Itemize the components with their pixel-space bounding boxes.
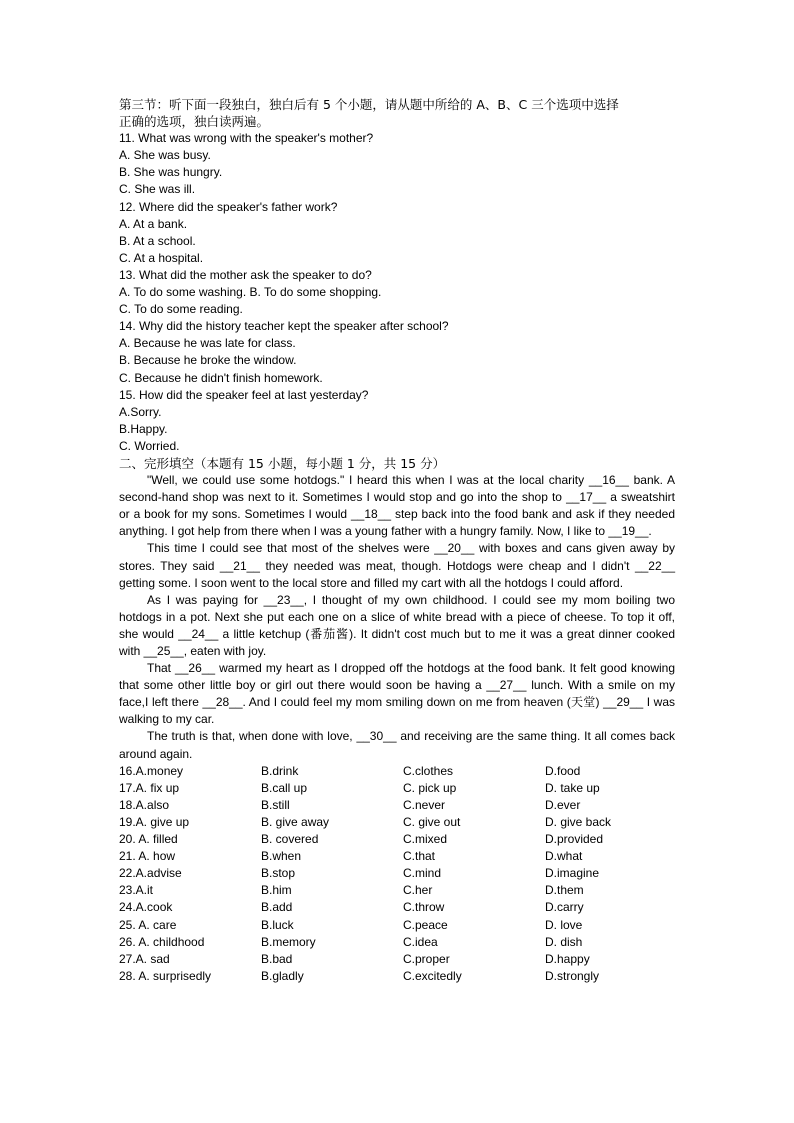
passage-paragraph: As I was paying for __23__, I thought of my own childhood. I could see my mom boiling two hotdogs in a pot. Next she put each one on a slice of white bread with a piece of cheese. To top it off, she would __24__ a little ketchup (番茄酱). It didn't cost much but to me it was a great dinner cooked with __25__, eaten with joy. — [119, 592, 675, 658]
option-cell: 17.A. fix up — [119, 780, 180, 795]
option-row — [119, 797, 675, 814]
option-cell: 16.A.money — [119, 763, 184, 778]
option-cell: B.call up — [261, 780, 308, 795]
cloze-passage — [119, 472, 675, 763]
option-row — [119, 917, 675, 934]
option-cell: 27.A. sad — [119, 951, 170, 966]
option-cell: D.imagine — [545, 866, 600, 881]
option-cell: B.bad — [261, 951, 293, 966]
option-cell: C.that — [403, 849, 436, 864]
option: B. At a school. — [119, 233, 196, 248]
option-cell: D. take up — [545, 780, 600, 795]
option-cell: C.never — [403, 797, 446, 812]
option-cell: C. give out — [403, 814, 461, 829]
question-text: 13. What did the mother ask the speaker to do? — [119, 267, 372, 282]
option-cell: C.peace — [403, 917, 448, 932]
option-cell: B.still — [261, 797, 290, 812]
option-row — [119, 763, 675, 780]
option-cell: C.excitedly — [403, 968, 462, 983]
option-cell: D.happy — [545, 951, 590, 966]
option-cell: 19.A. give up — [119, 814, 190, 829]
option: B.Happy. — [119, 421, 168, 436]
option-cell: C.mind — [403, 866, 442, 881]
part2-heading: 二、完形填空（本题有 15 小题，每小题 1 分，共 15 分） — [119, 455, 446, 471]
option: A. Because he was late for class. — [119, 336, 296, 351]
option-cell: B.stop — [261, 866, 296, 881]
option-row — [119, 968, 675, 985]
section3-heading-line2: 正确的选项，独白读两遍。 — [119, 114, 270, 130]
option-cell: 26. A. childhood — [119, 934, 205, 949]
option-cell: C.mixed — [403, 832, 448, 847]
option-cell: 28. A. surprisedly — [119, 968, 212, 983]
question-11 — [119, 130, 675, 198]
option-cell: B. give away — [261, 814, 330, 829]
option-cell: D. love — [545, 917, 583, 932]
option-cell: B.add — [261, 900, 293, 915]
option-row — [119, 882, 675, 899]
option-cell: 24.A.cook — [119, 900, 173, 915]
option: C. She was ill. — [119, 182, 196, 197]
option-cell: D.provided — [545, 832, 604, 847]
option-cell: D. dish — [545, 934, 583, 949]
question-14 — [119, 318, 675, 386]
exam-page — [119, 96, 675, 985]
option: A. At a bank. — [119, 216, 188, 231]
option-cell: B.drink — [261, 763, 299, 778]
option: B. Because he broke the window. — [119, 353, 297, 368]
option-cell: C.proper — [403, 951, 450, 966]
option-row — [119, 814, 675, 831]
option: C. To do some reading. — [119, 302, 243, 317]
section3-heading-line1: 第三节：听下面一段独白，独白后有 5 个小题，请从题中所给的 A、B、C 三个选项中选择 — [119, 97, 619, 112]
passage-paragraph: This time I could see that most of the shelves were __20__ with boxes and cans given away by stores. They said __21__ they needed was meat, though. Hotdogs were cheap and I didn't __22__ getting some. I soon went to the local store and filled my cart with all the hotdogs I could afford. — [119, 541, 675, 590]
option-row — [119, 899, 675, 916]
option-cell: D.ever — [545, 797, 581, 812]
question-text: 14. Why did the history teacher kept the speaker after school? — [119, 319, 449, 334]
question-13 — [119, 267, 675, 318]
option-cell: B.him — [261, 883, 292, 898]
option-cell: 18.A.also — [119, 797, 170, 812]
option-cell: C.throw — [403, 900, 445, 915]
option-cell: 25. A. care — [119, 917, 177, 932]
option-cell: C.her — [403, 883, 433, 898]
option-cell: B.when — [261, 849, 302, 864]
option-cell: B.memory — [261, 934, 316, 949]
option: A. To do some washing. B. To do some shopping. — [119, 285, 382, 300]
cloze-options-table — [119, 763, 675, 985]
option-cell: 20. A. filled — [119, 832, 178, 847]
passage-paragraph: "Well, we could use some hotdogs." I heard this when I was at the local charity __16__ bank. A second-hand shop was next to it. Sometimes I would stop and go into the shop to __17__ a sweatshirt or a book for my sons. Sometimes I would __18__ step back into the food bank and ask if they needed anything. I got help from there when I was a young father with a hungry family. Now, I like to __19__. — [119, 473, 675, 539]
option-cell: 22.A.advise — [119, 866, 182, 881]
passage-paragraph: That __26__ warmed my heart as I dropped off the hotdogs at the food bank. It felt good knowing that some other little boy or girl out there would soon be having a __27__ lunch. With a smile on my face,I left there __28__. And I could feel my mom smiling down on me from heaven (天堂) __29__ I was walking to my car. — [119, 661, 675, 727]
option-row — [119, 865, 675, 882]
option: B. She was hungry. — [119, 165, 223, 180]
option-cell: D.strongly — [545, 968, 600, 983]
option-row — [119, 934, 675, 951]
question-text: 11. What was wrong with the speaker's mother? — [119, 131, 374, 146]
question-text: 15. How did the speaker feel at last yesterday? — [119, 387, 369, 402]
option-row — [119, 848, 675, 865]
option-cell: B.luck — [261, 917, 294, 932]
option: C. Because he didn't finish homework. — [119, 370, 323, 385]
option-cell: 21. A. how — [119, 849, 176, 864]
option-cell: C. pick up — [403, 780, 457, 795]
question-text: 12. Where did the speaker's father work? — [119, 199, 338, 214]
option-cell: D.food — [545, 763, 581, 778]
option: A. She was busy. — [119, 148, 211, 163]
option-row — [119, 780, 675, 797]
option-cell: D.carry — [545, 900, 584, 915]
question-12 — [119, 199, 675, 267]
option: A.Sorry. — [119, 404, 162, 419]
option-cell: B. covered — [261, 832, 319, 847]
question-15 — [119, 387, 675, 455]
option-cell: C.clothes — [403, 763, 454, 778]
option-cell: D.what — [545, 849, 583, 864]
option-row — [119, 831, 675, 848]
option: C. Worried. — [119, 438, 180, 453]
option-cell: 23.A.it — [119, 883, 154, 898]
option-cell: B.gladly — [261, 968, 304, 983]
option-cell: D. give back — [545, 814, 612, 829]
option-cell: C.idea — [403, 934, 438, 949]
option: C. At a hospital. — [119, 250, 204, 265]
option-cell: D.them — [545, 883, 584, 898]
option-row — [119, 951, 675, 968]
passage-paragraph: The truth is that, when done with love, __30__ and receiving are the same thing. It all comes back around again. — [119, 729, 675, 761]
